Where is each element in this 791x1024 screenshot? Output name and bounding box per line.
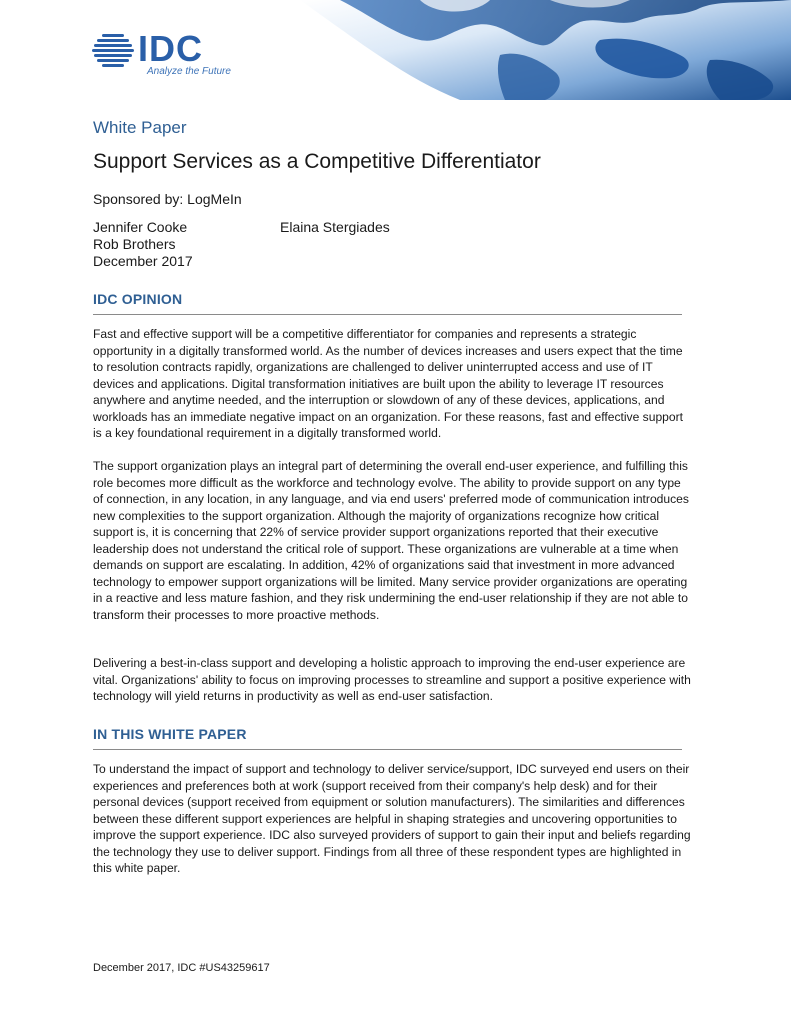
- idc-globe-icon: [92, 32, 134, 70]
- section-heading-idc-opinion: IDC OPINION: [93, 291, 183, 307]
- paragraph: Fast and effective support will be a competitive differentiator for companies and represents a strategic opportunity in a digitally transformed world. As the number of devices increases and users expect that the time to resolution contracts rapidly, organizations are challenged to deliver uninterrupted access and use of IT devices and applications. Digital transformation initiatives are built upon the ability to leverage IT resources anywhere and anytime needed, and the interruption or slowdown of any of these devices, applications, and workloads has an immediate negative impact on an organization. For these reasons, fast and effective support is a key foundational requirement in a digitally transformed world.: [93, 327, 684, 440]
- logo-tagline: Analyze the Future: [147, 66, 231, 77]
- author-name: Rob Brothers: [93, 236, 176, 252]
- world-map-banner: [300, 0, 791, 100]
- logo-text: IDC: [138, 28, 203, 69]
- section-divider: [93, 749, 682, 750]
- author-name: Jennifer Cooke: [93, 219, 188, 235]
- document-title: Support Services as a Competitive Differentiator: [93, 150, 541, 173]
- section-heading-in-this-white-paper: IN THIS WHITE PAPER: [93, 726, 247, 742]
- document-type: White Paper: [93, 118, 187, 137]
- idc-logo: [92, 30, 242, 80]
- section-divider: [93, 314, 682, 315]
- authors-column-2: [280, 219, 390, 236]
- paragraph: The support organization plays an integral part of determining the overall end-user experience, and fulfilling this role becomes more difficult as the workforce and technology evolve. The ability to provide support on any type of connection, in any location, in any language, and via end users' preferred mode of communication introduces new complexities to the support organization. Although the majority of organizations recognize how critical support is, it is concerning that 22% of service provider support organizations reported that their executive leadership does not understand the critical role of support. These organizations are vulnerable at a time when demands on support are escalating. In addition, 42% of organizations said that investment in more advanced technology to empower support organizations will be limited. Many service provider organizations are operating in a reactive and less mature fashion, and they risk undermining the end-user relationship if they are not able to transform their processes to more proactive methods.: [93, 459, 689, 622]
- author-name: Elaina Stergiades: [280, 219, 390, 235]
- sponsor-line: Sponsored by: LogMeIn: [93, 191, 242, 207]
- paragraph: Delivering a best-in-class support and developing a holistic approach to improving the end-user experience are vital. Organizations' ability to focus on improving processes to streamline and support a positive experience with technology will yield returns in productivity as well as end-user satisfaction.: [93, 656, 691, 703]
- authors-column-1: [93, 219, 193, 270]
- footer-citation: December 2017, IDC #US43259617: [93, 962, 270, 974]
- paragraph: To understand the impact of support and technology to deliver service/support, IDC surveyed end users on their experiences and preferences both at work (support received from their company's help desk) and for their personal devices (support received from equipment or solution manufacturers). The similarities and differences between these different support experiences are helpful in shaping strategies and uncovering opportunities to improve the support experience. IDC also surveyed providers of support to gain their input and beliefs regarding the technology they use to deliver support. Findings from all three of these respondent types are highlighted in this white paper.: [93, 762, 691, 875]
- publication-date: December 2017: [93, 253, 193, 269]
